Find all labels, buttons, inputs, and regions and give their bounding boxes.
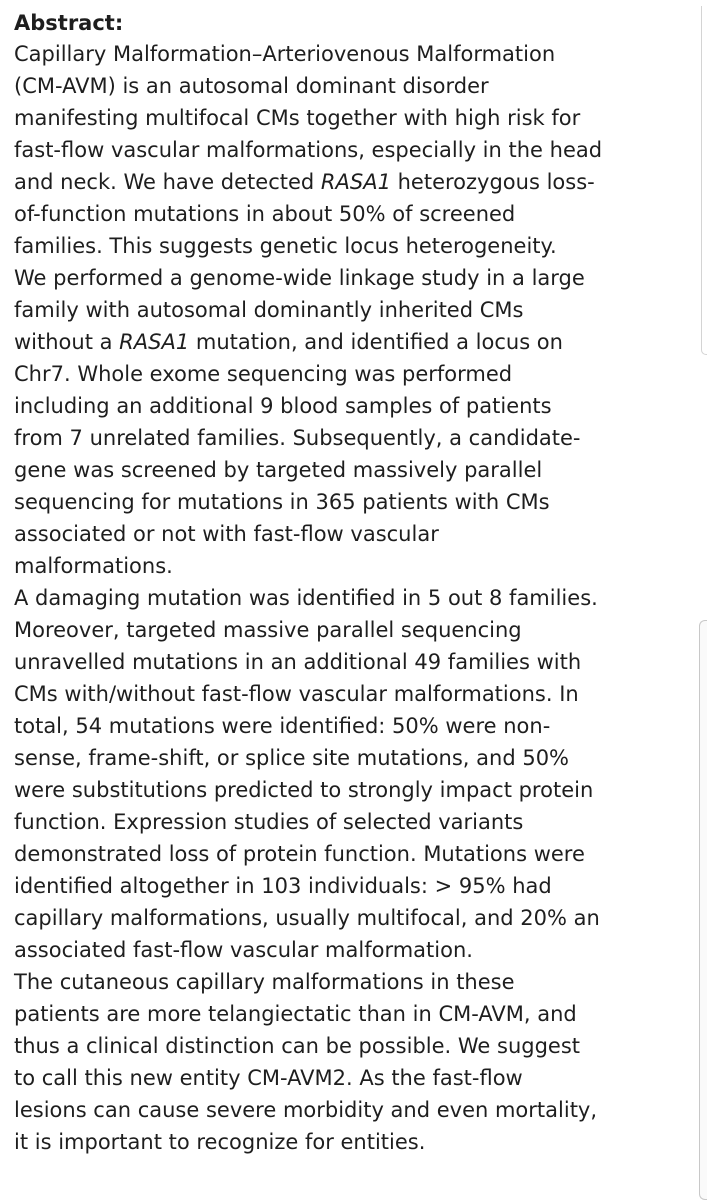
abstract-paragraph-3: The cutaneous capillary malformations in these patients are more telangiectatic than in CM-AVM, and thus a clinical distinction can be possible. We suggest to call this new entity CM-AVM2. As the fast-flow lesions can cause severe morbidity and even mortality, it is important to recognize for entities.	[14, 970, 598, 1154]
abstract-heading: Abstract:	[14, 11, 124, 35]
paragraph-1-text-b: heterozygous loss- of-function mutations in about 50% of screened families. This suggests genetic locus heterogeneity. We performed a genome-wide linkage study in a large family with autosomal dominantly inherited CMs without a	[14, 170, 595, 354]
abstract-paragraph-2: A damaging mutation was identified in 5 out 8 families. Moreover, targeted massive parallel sequencing unravelled mutations in an additional 49 families with CMs with/without fast-flow vascular malformations. In total, 54 mutations were identified: 50% were non- sense, frame-shift, or splice site mutations, and 50% were substitutions predicted to strongly impact protein function. Expression studies of selected variants demonstrated loss of protein function. Mutations were identified altogether in 103 individuals: > 95% had capillary malformations, usually multifocal, and 20% an associated fast-flow vascular malformation.	[14, 586, 600, 962]
abstract-section	[14, 8, 702, 1158]
paragraph-1-text-c: mutation, and identified a locus on Chr7. Whole exome sequencing was performed including an additional 9 blood samples of patients from 7 unrelated families. Subsequently, a candidate- gene was screened by targeted massively parallel sequencing for mutations in 365 patients with CMs associated or not with fast-flow vascular malformations.	[14, 330, 581, 578]
paragraph-1-text-a: Capillary Malformation–Arteriovenous Malformation (CM-AVM) is an autosomal dominant disorder manifesting multifocal CMs together with high risk for fast-flow vascular malformations, especially in the head and neck. We have detected	[14, 42, 603, 194]
gene-name-rasa1: RASA1	[119, 330, 190, 354]
scrollbar-thumb[interactable]	[699, 620, 707, 1200]
gene-name-rasa1: RASA1	[320, 170, 391, 194]
abstract-paragraph-1	[14, 38, 702, 582]
scroll-track-edge	[701, 6, 707, 355]
